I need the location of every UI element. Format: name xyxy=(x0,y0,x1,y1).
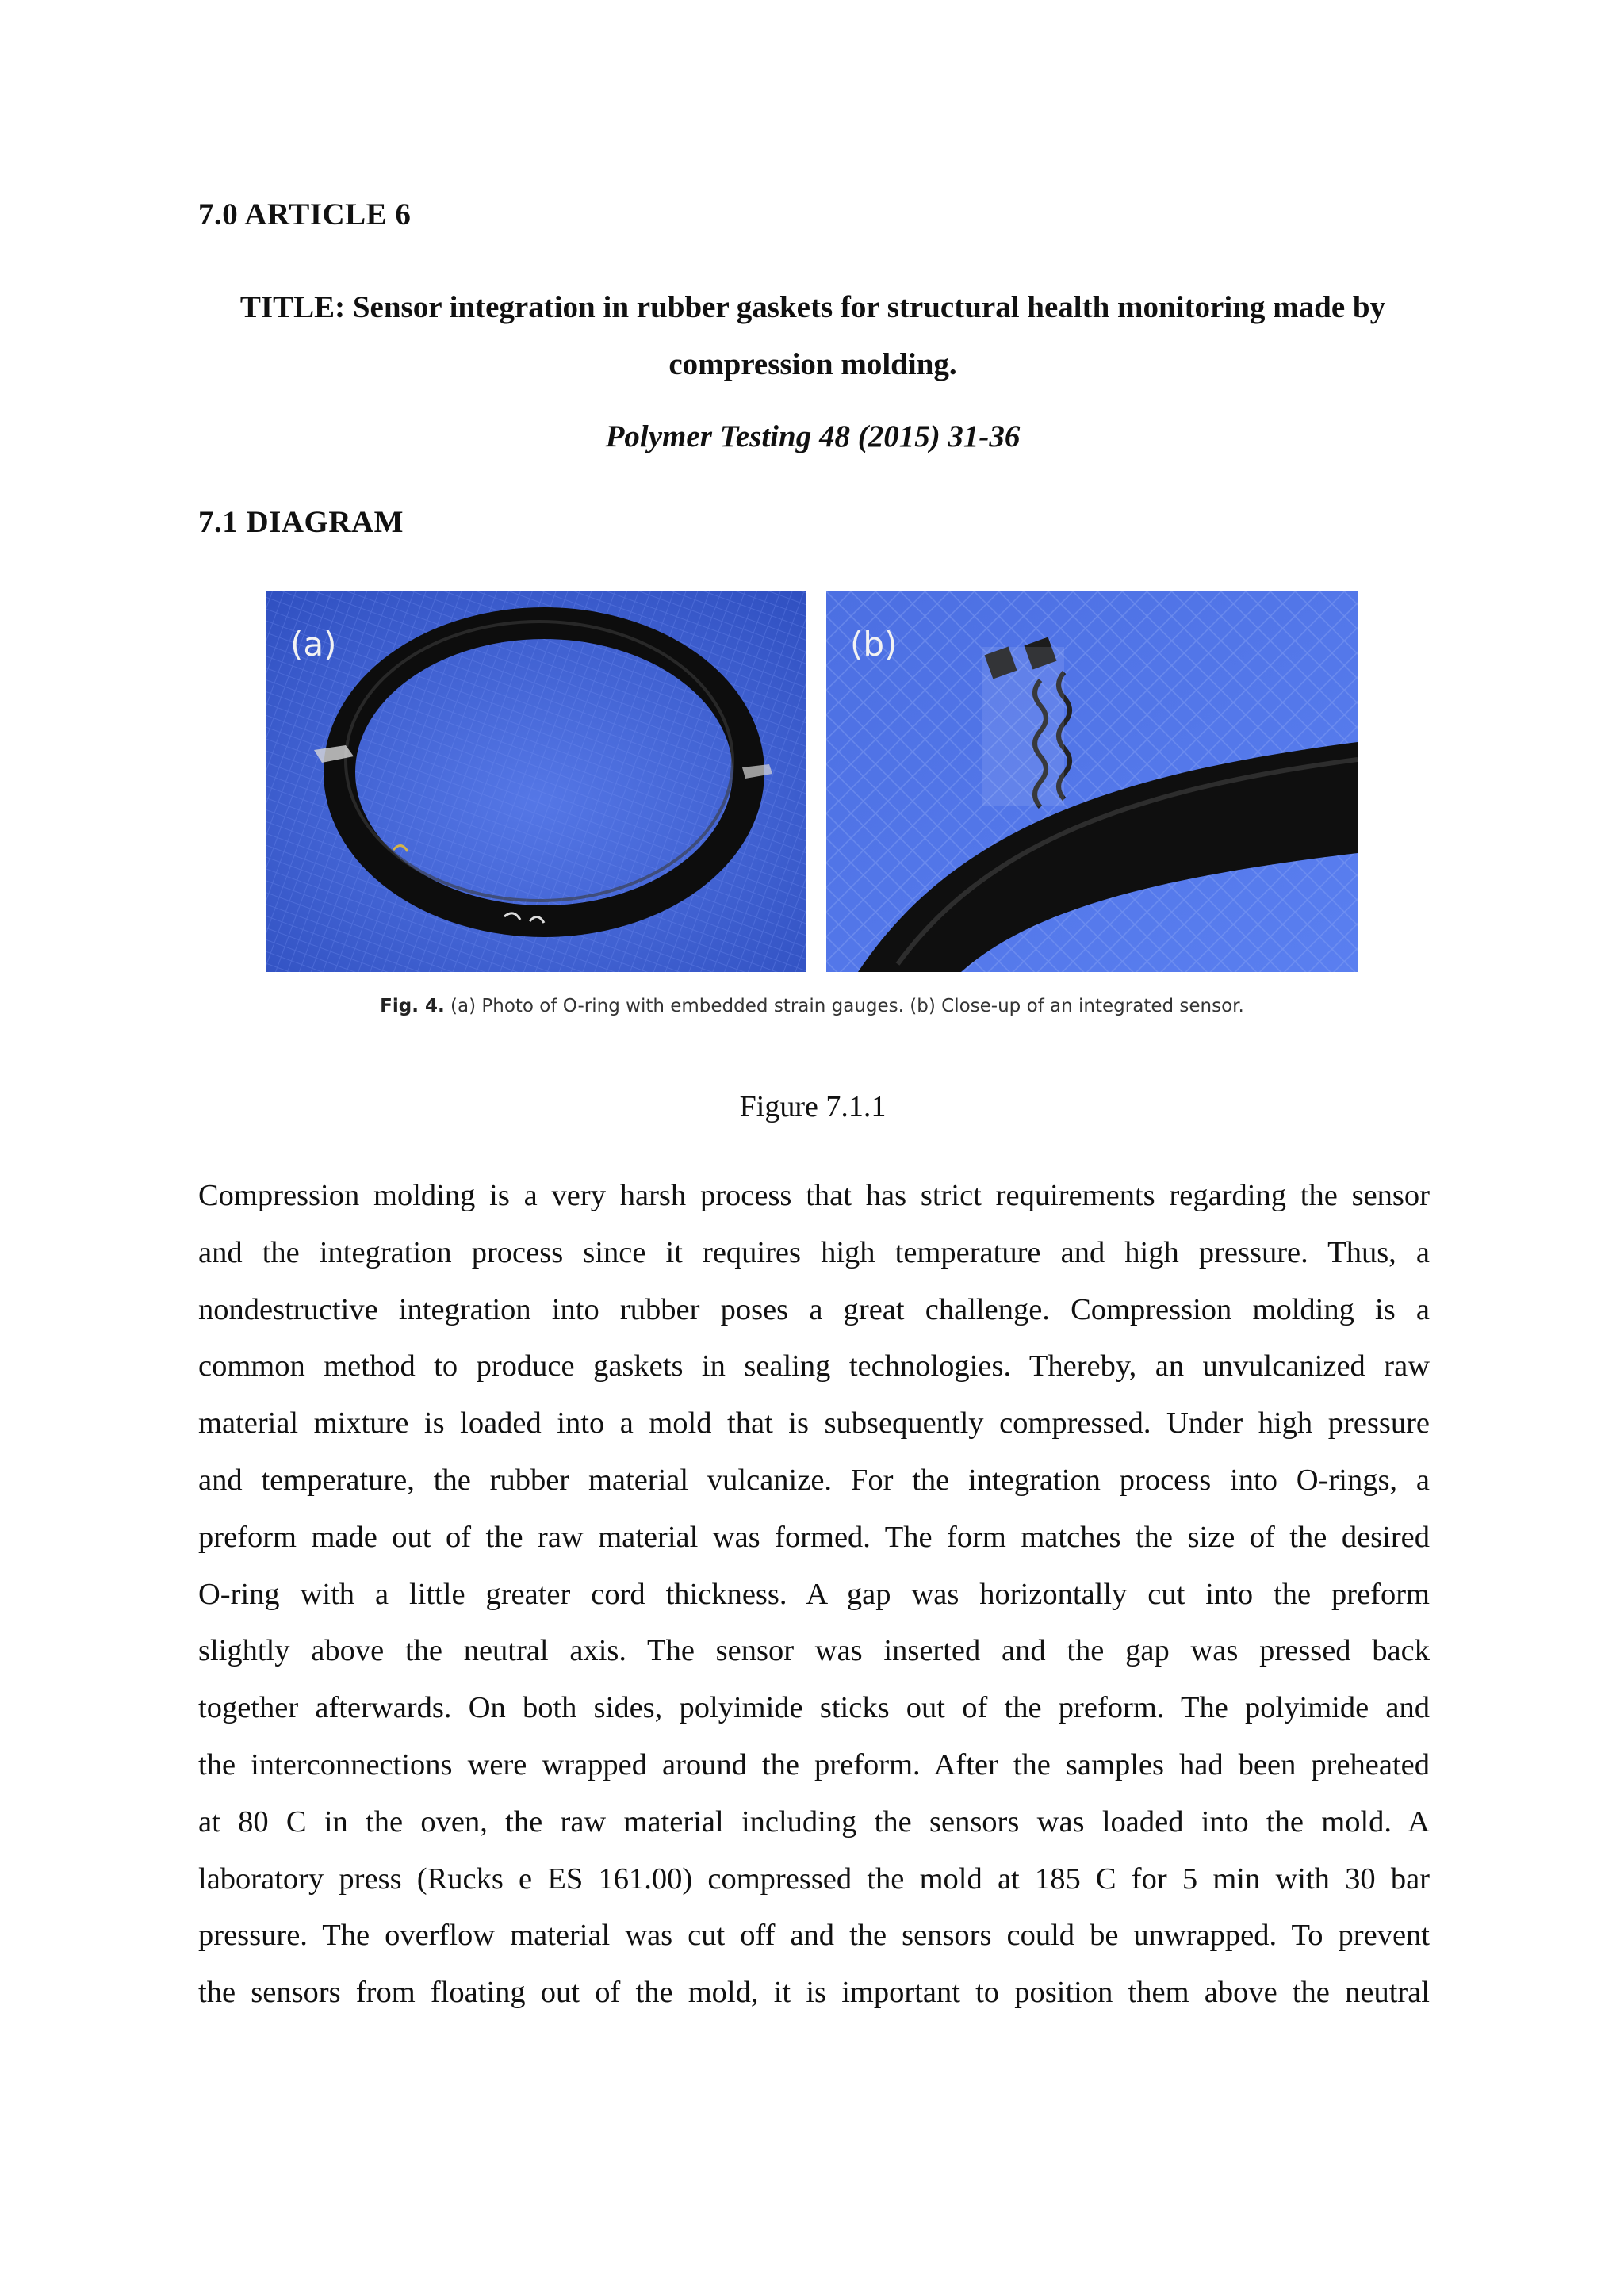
body-line: together afterwards. On both sides, polyimide sticks out of the preform. The polyimide and xyxy=(198,1691,1430,1725)
body-line: the interconnections were wrapped around the preform. After the samples had been preheated xyxy=(198,1747,1430,1781)
diagram-heading: 7.1 DIAGRAM xyxy=(198,505,404,539)
figure-caption-prefix: Fig. 4. xyxy=(380,996,445,1016)
body-line: material mixture is loaded into a mold that is subsequently compressed. Under high pressure xyxy=(198,1406,1430,1441)
body-line: at 80 C in the oven, the raw material including the sensors was loaded into the mold. A xyxy=(198,1804,1430,1839)
oring-photo-image xyxy=(266,591,806,972)
body-line: pressure. The overflow material was cut off and the sensors could be unwrapped. To prevent xyxy=(198,1919,1430,1953)
body-line: and the integration process since it requires high temperature and high pressure. Thus, a xyxy=(198,1235,1430,1269)
panel-a-label: (a) xyxy=(290,625,337,664)
panel-b-label: (b) xyxy=(850,625,898,664)
article-title-line-2: compression molding. xyxy=(668,347,957,381)
body-line: the sensors from floating out of the mold, it is important to position them above the neutral xyxy=(198,1976,1430,2010)
figure-caption-text: (a) Photo of O-ring with embedded strain gauges. (b) Close-up of an integrated sensor. xyxy=(450,996,1244,1016)
body-line: slightly above the neutral axis. The sensor was inserted and the gap was pressed back xyxy=(198,1634,1430,1668)
figure-photo-a xyxy=(266,591,806,972)
body-paragraph xyxy=(198,1168,1430,2022)
body-line: laboratory press (Rucks e ES 161.00) compressed the mold at 185 C for 5 min with 30 bar xyxy=(198,1862,1430,1896)
sensor-closeup-image xyxy=(826,591,1358,972)
article-title-line-1: TITLE: Sensor integration in rubber gaskets for structural health monitoring made by xyxy=(239,290,1386,324)
body-line: O-ring with a little greater cord thickness. A gap was horizontally cut into the preform xyxy=(198,1577,1430,1611)
article-title xyxy=(198,279,1427,393)
figure-photo-b xyxy=(826,591,1358,972)
body-line: preform made out of the raw material was formed. The form matches the size of the desired xyxy=(198,1520,1430,1554)
body-line: and temperature, the rubber material vulcanize. For the integration process into O-rings, a xyxy=(198,1463,1430,1497)
figure-caption xyxy=(266,996,1358,1016)
article-heading: 7.0 ARTICLE 6 xyxy=(198,197,412,232)
figure-number-label: Figure 7.1.1 xyxy=(739,1090,887,1123)
body-line: common method to produce gaskets in sealing technologies. Thereby, an unvulcanized raw xyxy=(198,1349,1430,1383)
body-line: nondestructive integration into rubber poses a great challenge. Compression molding is a xyxy=(198,1292,1430,1326)
body-line: Compression molding is a very harsh process that has strict requirements regarding the sensor xyxy=(198,1179,1430,1212)
journal-citation: Polymer Testing 48 (2015) 31-36 xyxy=(605,419,1021,453)
